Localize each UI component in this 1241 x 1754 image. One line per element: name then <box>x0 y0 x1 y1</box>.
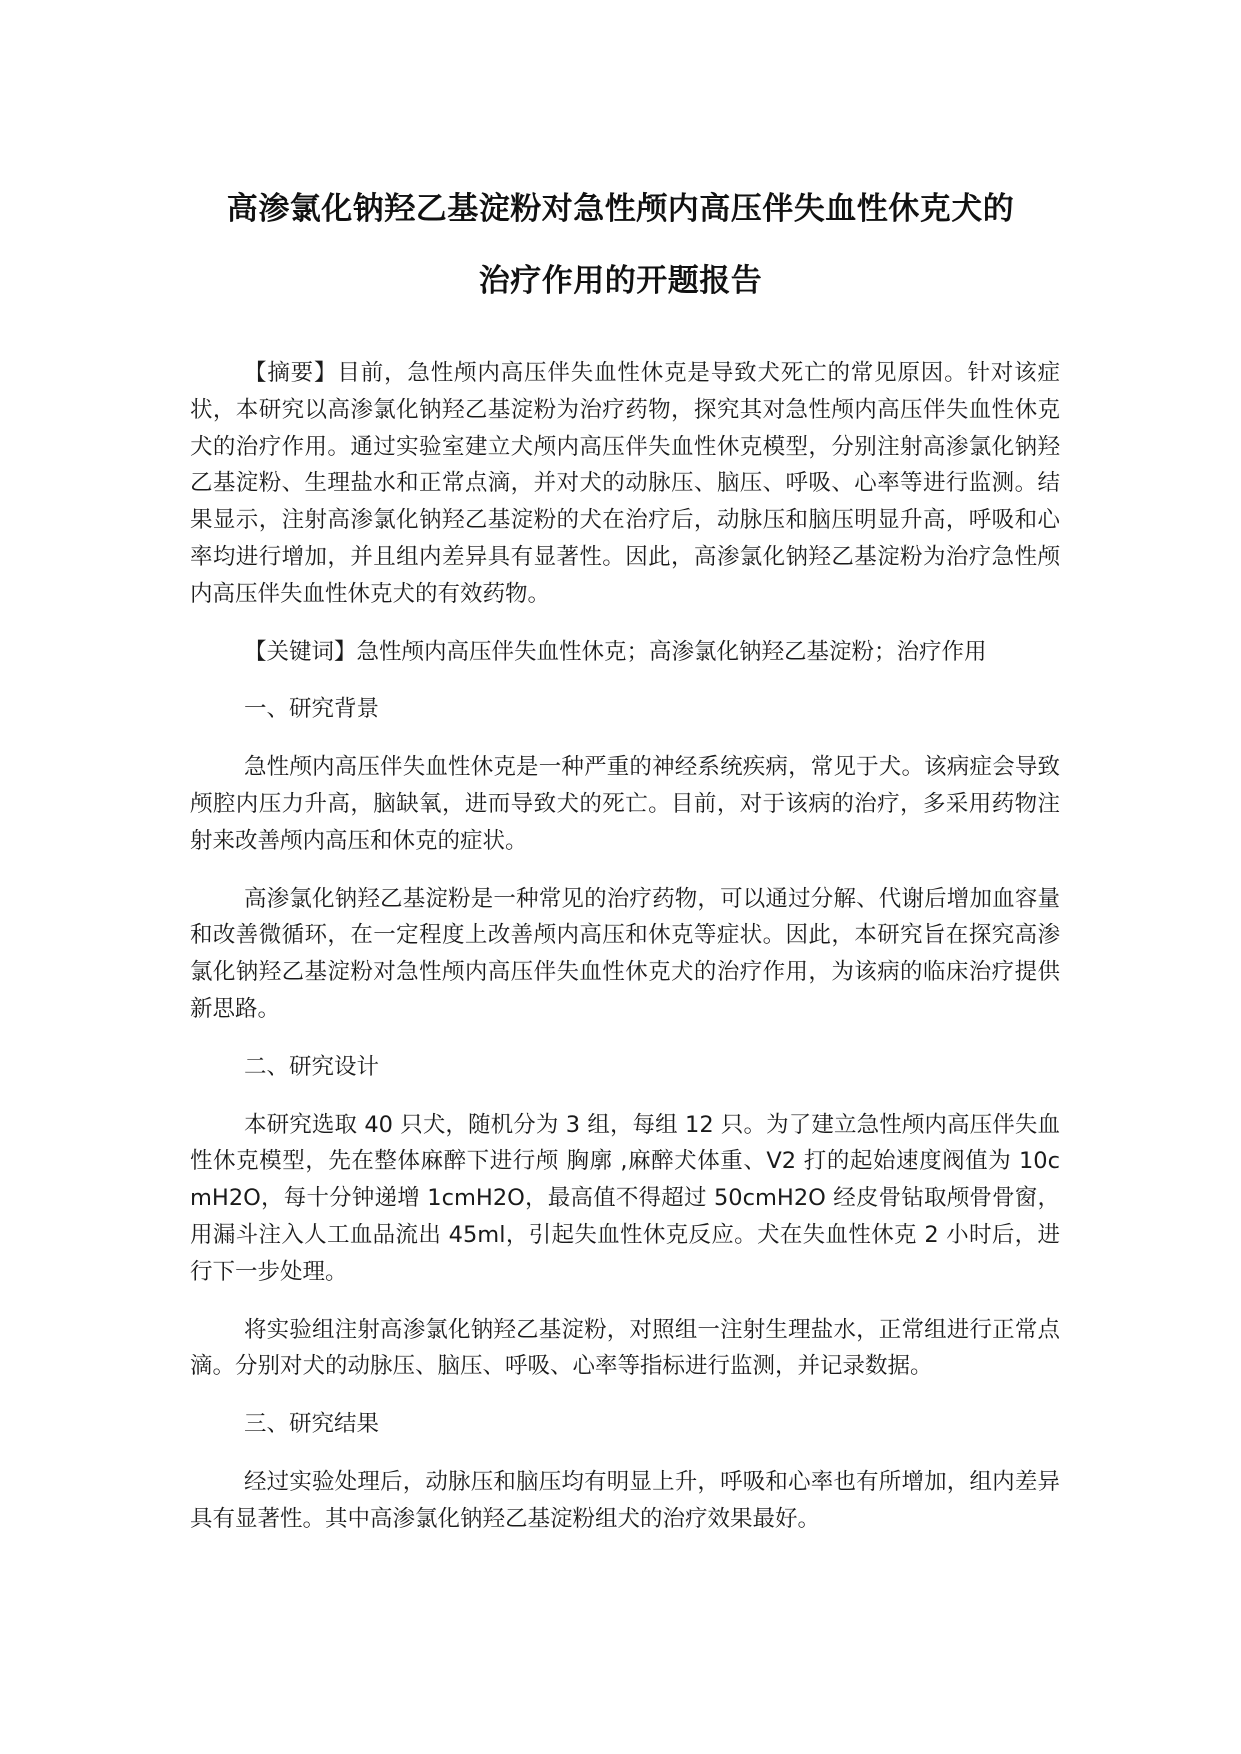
document-title-line-1: 高渗氯化钠羟乙基淀粉对急性颅内高压伴失血性休克犬的 <box>226 191 1015 227</box>
background-paragraph-2: 高渗氯化钠羟乙基淀粉是一种常见的治疗药物，可以通过分解、代谢后增加血容量和改善微循环，在一定程度上改善颅内高压和休克等症状。因此，本研究旨在探究高渗氯化钠羟乙基淀粉对急性颅内高压伴失血性休克犬的治疗作用，为该病的临床治疗提供新思路。 <box>190 885 1060 1022</box>
design-paragraph-1: 本研究选取 40 只犬，随机分为 3 组，每组 12 只。为了建立急性颅内高压伴失血性休克模型，先在整体麻醉下进行颅 胸廓 ,麻醉犬体重、V2 打的起始速度阀值为 10cmH2O，每十分钟递增 1cmH2O，最高值不得超过 50cmH2O 经皮骨钻取颅骨骨窗，用漏斗注入人工血品流出 45ml，引起失血性休克反应。犬在失血性休克 2 小时后，进行下一步处理。 <box>190 1111 1060 1285</box>
keywords-paragraph <box>190 634 1060 671</box>
abstract-label: 【摘要】 <box>244 360 338 386</box>
design-paragraph-2: 将实验组注射高渗氯化钠羟乙基淀粉，对照组一注射生理盐水，正常组进行正常点滴。分别对犬的动脉压、脑压、呼吸、心率等指标进行监测，并记录数据。 <box>190 1316 1060 1380</box>
abstract-paragraph <box>190 355 1060 613</box>
results-paragraph-1: 经过实验处理后，动脉压和脑压均有明显上升，呼吸和心率也有所增加，组内差异具有显著性。其中高渗氯化钠羟乙基淀粉组犬的治疗效果最好。 <box>190 1468 1060 1532</box>
document-title-line-2: 治疗作用的开题报告 <box>478 263 763 299</box>
background-paragraph-1: 急性颅内高压伴失血性休克是一种严重的神经系统疾病，常见于犬。该病症会导致颅腔内压力升高，脑缺氧，进而导致犬的死亡。目前，对于该病的治疗，多采用药物注射来改善颅内高压和休克的症状。 <box>190 754 1060 854</box>
section-heading-design: 二、研究设计 <box>244 1053 380 1080</box>
section-heading-results: 三、研究结果 <box>244 1411 380 1438</box>
keywords-label: 【关键词】 <box>244 638 357 665</box>
section-heading-background: 一、研究背景 <box>244 696 380 723</box>
keywords-text: 急性颅内高压伴失血性休克；高渗氯化钠羟乙基淀粉；治疗作用 <box>356 638 987 665</box>
document-body <box>190 355 1060 1559</box>
abstract-text: 目前，急性颅内高压伴失血性休克是导致犬死亡的常见原因。针对该症状，本研究以高渗氯化钠羟乙基淀粉为治疗药物，探究其对急性颅内高压伴失血性休克犬的治疗作用。通过实验室建立犬颅内高压伴失血性休克模型，分别注射高渗氯化钠羟乙基淀粉、生理盐水和正常点滴，并对犬的动脉压、脑压、呼吸、心率等进行监测。结果显示，注射高渗氯化钠羟乙基淀粉的犬在治疗后，动脉压和脑压明显升高，呼吸和心率均进行增加，并且组内差异具有显著性。因此，高渗氯化钠羟乙基淀粉为治疗急性颅内高压伴失血性休克犬的有效药物。 <box>190 360 1060 607</box>
